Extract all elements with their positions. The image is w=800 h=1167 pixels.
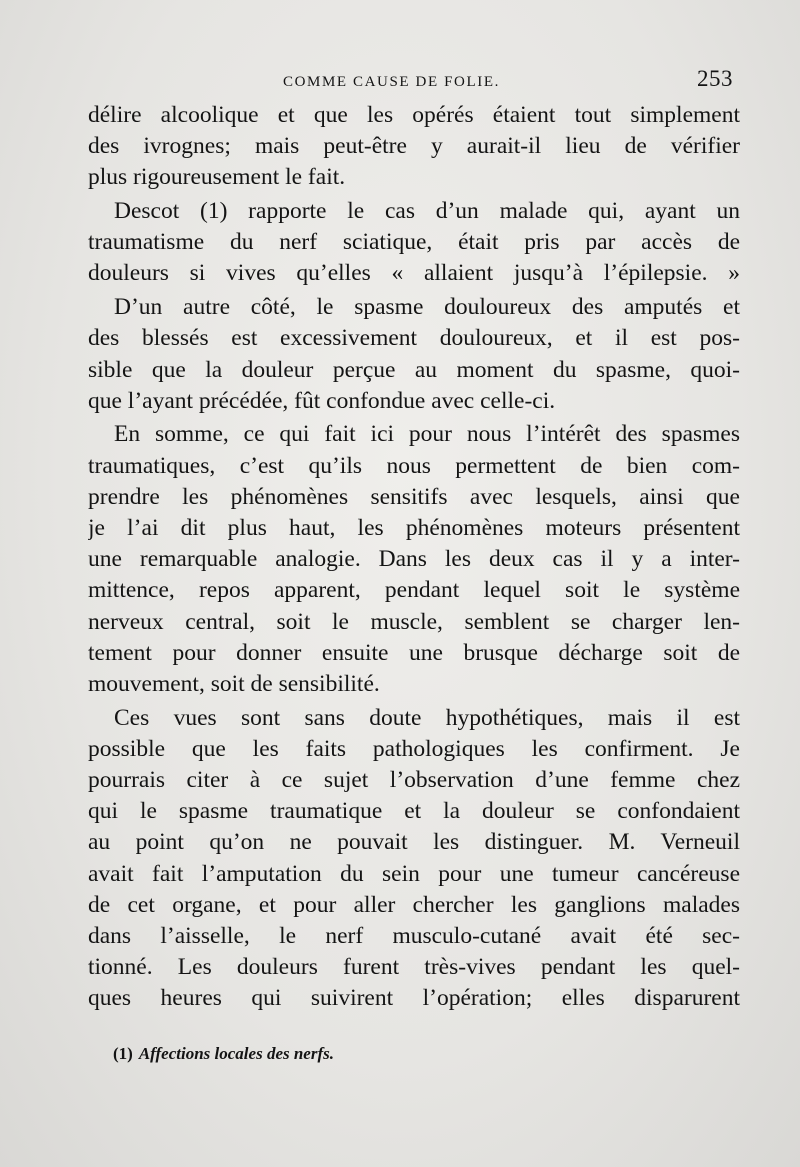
footnote-text: Affections locales des nerfs. (138, 1044, 334, 1063)
paragraph (88, 703, 740, 1015)
text-line: tionné. Les douleurs furent très-vives pendant les quel- (88, 954, 740, 981)
text-line: prendre les phénomènes sensitifs avec lesquels, ainsi que (88, 483, 740, 510)
text-line: des blessés est excessivement douloureux, et il est pos- (88, 325, 740, 352)
text-line: plus rigoureusement le fait. (88, 164, 346, 191)
text-line: Ces vues sont sans doute hypothétiques, mais il est (114, 704, 740, 731)
page-number: 253 (697, 66, 733, 91)
text-line: En somme, ce qui fait ici pour nous l’intérêt des spasmes (114, 421, 740, 448)
paragraph (88, 196, 740, 290)
paragraph (88, 292, 740, 417)
text-line: que l’ayant précédée, fût confondue avec celle-ci. (88, 387, 556, 414)
text-line: tement pour donner ensuite une brusque décharge soit de (88, 639, 740, 666)
footnote (113, 1044, 334, 1064)
page-header (0, 66, 800, 96)
text-line: des ivrognes; mais peut-être y aurait-il lieu de vérifier (88, 133, 740, 160)
text-line: avait fait l’amputation du sein pour une tumeur cancéreuse (88, 860, 740, 887)
text-line: Descot (1) rapporte le cas d’un malade qui, ayant un (114, 198, 740, 225)
text-line: mittence, repos apparent, pendant lequel soit le système (88, 577, 740, 604)
text-line: de cet organe, et pour aller chercher les ganglions malades (88, 891, 740, 918)
text-line: une remarquable analogie. Dans les deux cas il y a inter- (88, 546, 740, 573)
text-line: D’un autre côté, le spasme douloureux des amputés et (114, 294, 740, 321)
text-line: pourrais citer à ce sujet l’observation d’une femme chez (88, 766, 740, 793)
text-line: qui le spasme traumatique et la douleur se confondaient (88, 798, 740, 825)
body-text (88, 100, 740, 1014)
text-line: délire alcoolique et que les opérés étaient tout simplement (88, 102, 740, 128)
paragraph (88, 100, 740, 194)
running-head: COMME CAUSE DE FOLIE. (283, 74, 500, 90)
footnote-mark: (1) (113, 1044, 133, 1063)
text-line: nerveux central, soit le muscle, semblent se charger len- (88, 608, 740, 635)
text-line: traumatiques, c’est qu’ils nous permettent de bien com- (88, 452, 740, 479)
text-line: sible que la douleur perçue au moment du spasme, quoi- (88, 356, 740, 383)
text-line: dans l’aisselle, le nerf musculo-cutané avait été sec- (88, 922, 740, 949)
text-line: mouvement, soit de sensibilité. (88, 670, 380, 697)
text-line: au point qu’on ne pouvait les distinguer. M. Verneuil (88, 829, 740, 856)
text-line: je l’ai dit plus haut, les phénomènes moteurs présentent (88, 514, 740, 541)
paragraph (88, 419, 740, 700)
text-line: douleurs si vives qu’elles « allaient jusqu’à l’épilepsie. » (88, 260, 740, 287)
text-line: traumatisme du nerf sciatique, était pris par accès de (88, 229, 740, 256)
text-line: ques heures qui suivirent l’opération; elles disparurent (88, 985, 740, 1012)
text-line: possible que les faits pathologiques les confirment. Je (88, 735, 740, 762)
